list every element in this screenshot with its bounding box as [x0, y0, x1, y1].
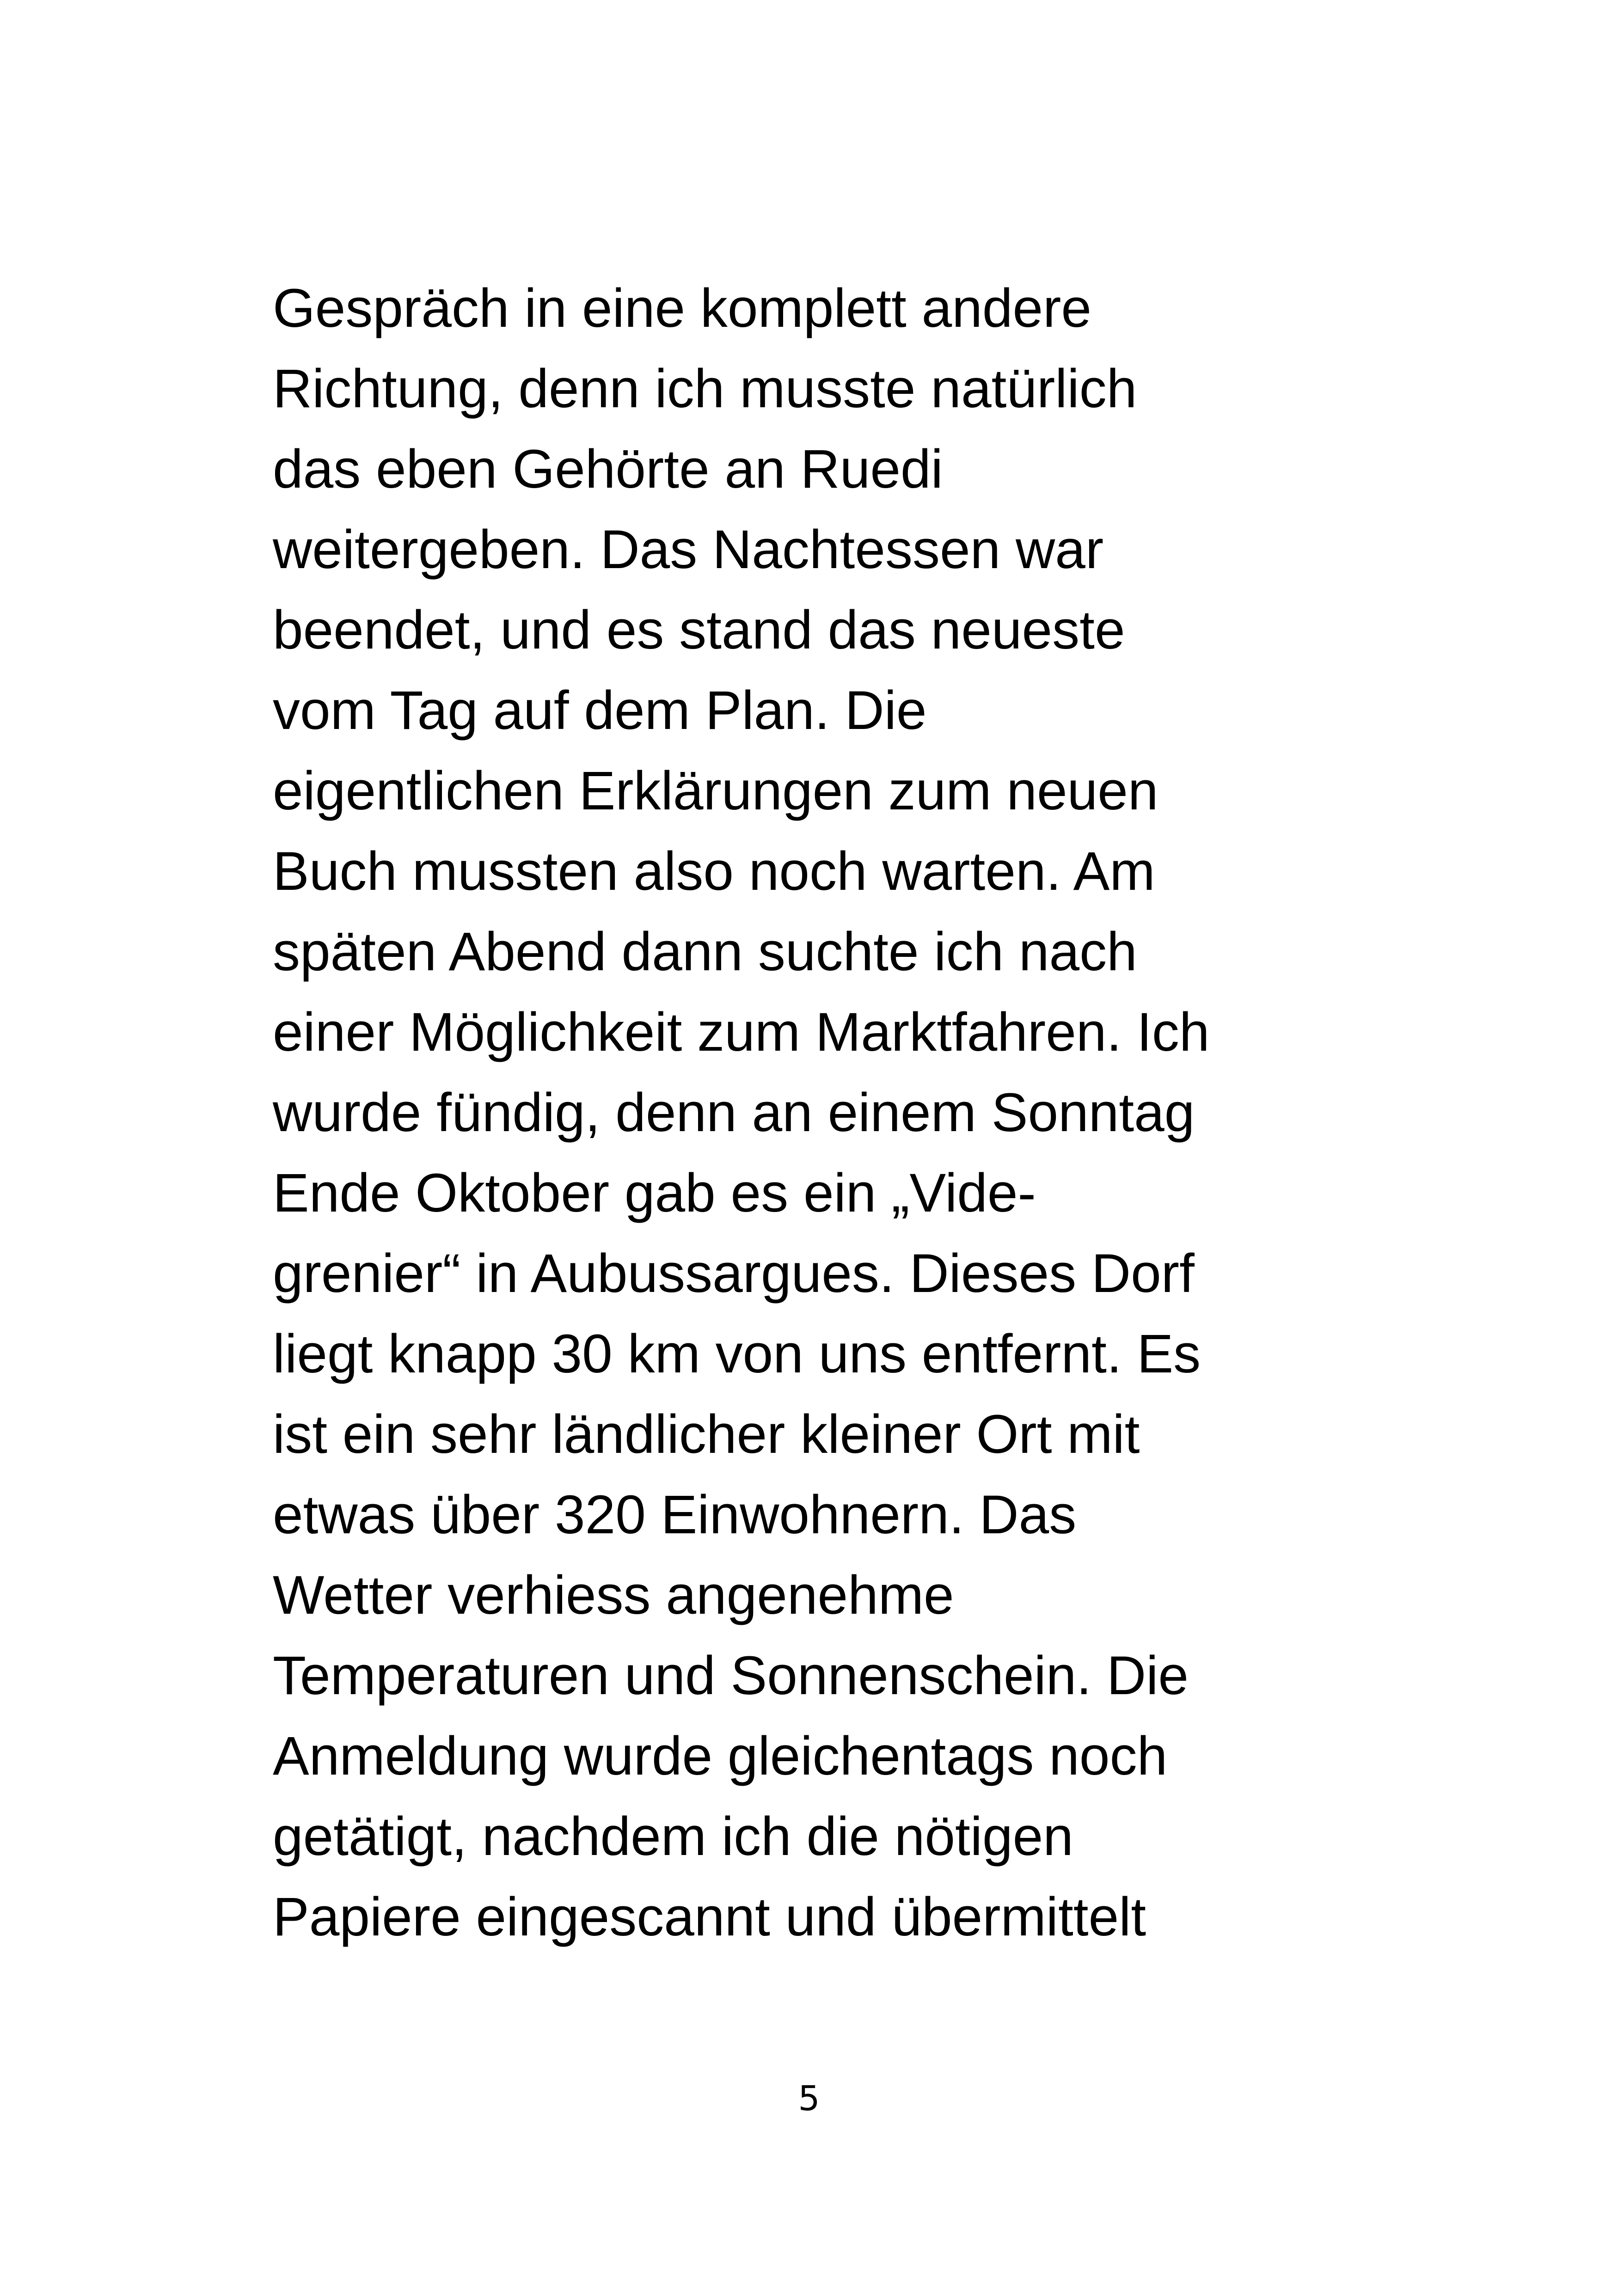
text-line: wurde fündig, denn an einem Sonntag	[273, 1082, 1195, 1143]
text-line: grenier“ in Aubussargues. Dieses Dorf	[273, 1243, 1195, 1304]
text-line: ist ein sehr ländlicher kleiner Ort mit	[273, 1404, 1140, 1465]
text-line: Gespräch in eine komplett andere	[273, 278, 1092, 339]
text-line: eigentlichen Erklärungen zum neuen	[273, 760, 1158, 821]
text-line: Richtung, denn ich musste natürlich	[273, 358, 1137, 419]
text-line: Anmeldung wurde gleichentags noch	[273, 1726, 1168, 1787]
text-line: späten Abend dann suchte ich nach	[273, 921, 1137, 982]
text-line: weitergeben. Das Nachtessen war	[273, 519, 1104, 580]
text-line: Ende Oktober gab es ein „Vide-	[273, 1163, 1036, 1224]
body-text	[273, 268, 1428, 1957]
text-line: Wetter verhiess angenehme	[273, 1565, 954, 1626]
text-line: vom Tag auf dem Plan. Die	[273, 680, 927, 741]
text-line: beendet, und es stand das neueste	[273, 600, 1125, 661]
text-line: getätigt, nachdem ich die nötigen	[273, 1806, 1073, 1867]
text-line: etwas über 320 Einwohnern. Das	[273, 1484, 1077, 1545]
text-line: das eben Gehörte an Ruedi	[273, 439, 943, 500]
text-line: einer Möglichkeit zum Marktfahren. Ich	[273, 1002, 1210, 1063]
page-number: 5	[798, 2079, 820, 2118]
text-line: Buch mussten also noch warten. Am	[273, 841, 1155, 902]
text-line: Temperaturen und Sonnenschein. Die	[273, 1645, 1189, 1706]
text-line: liegt knapp 30 km von uns entfernt. Es	[273, 1323, 1201, 1384]
text-line: Papiere eingescannt und übermittelt	[273, 1886, 1146, 1947]
